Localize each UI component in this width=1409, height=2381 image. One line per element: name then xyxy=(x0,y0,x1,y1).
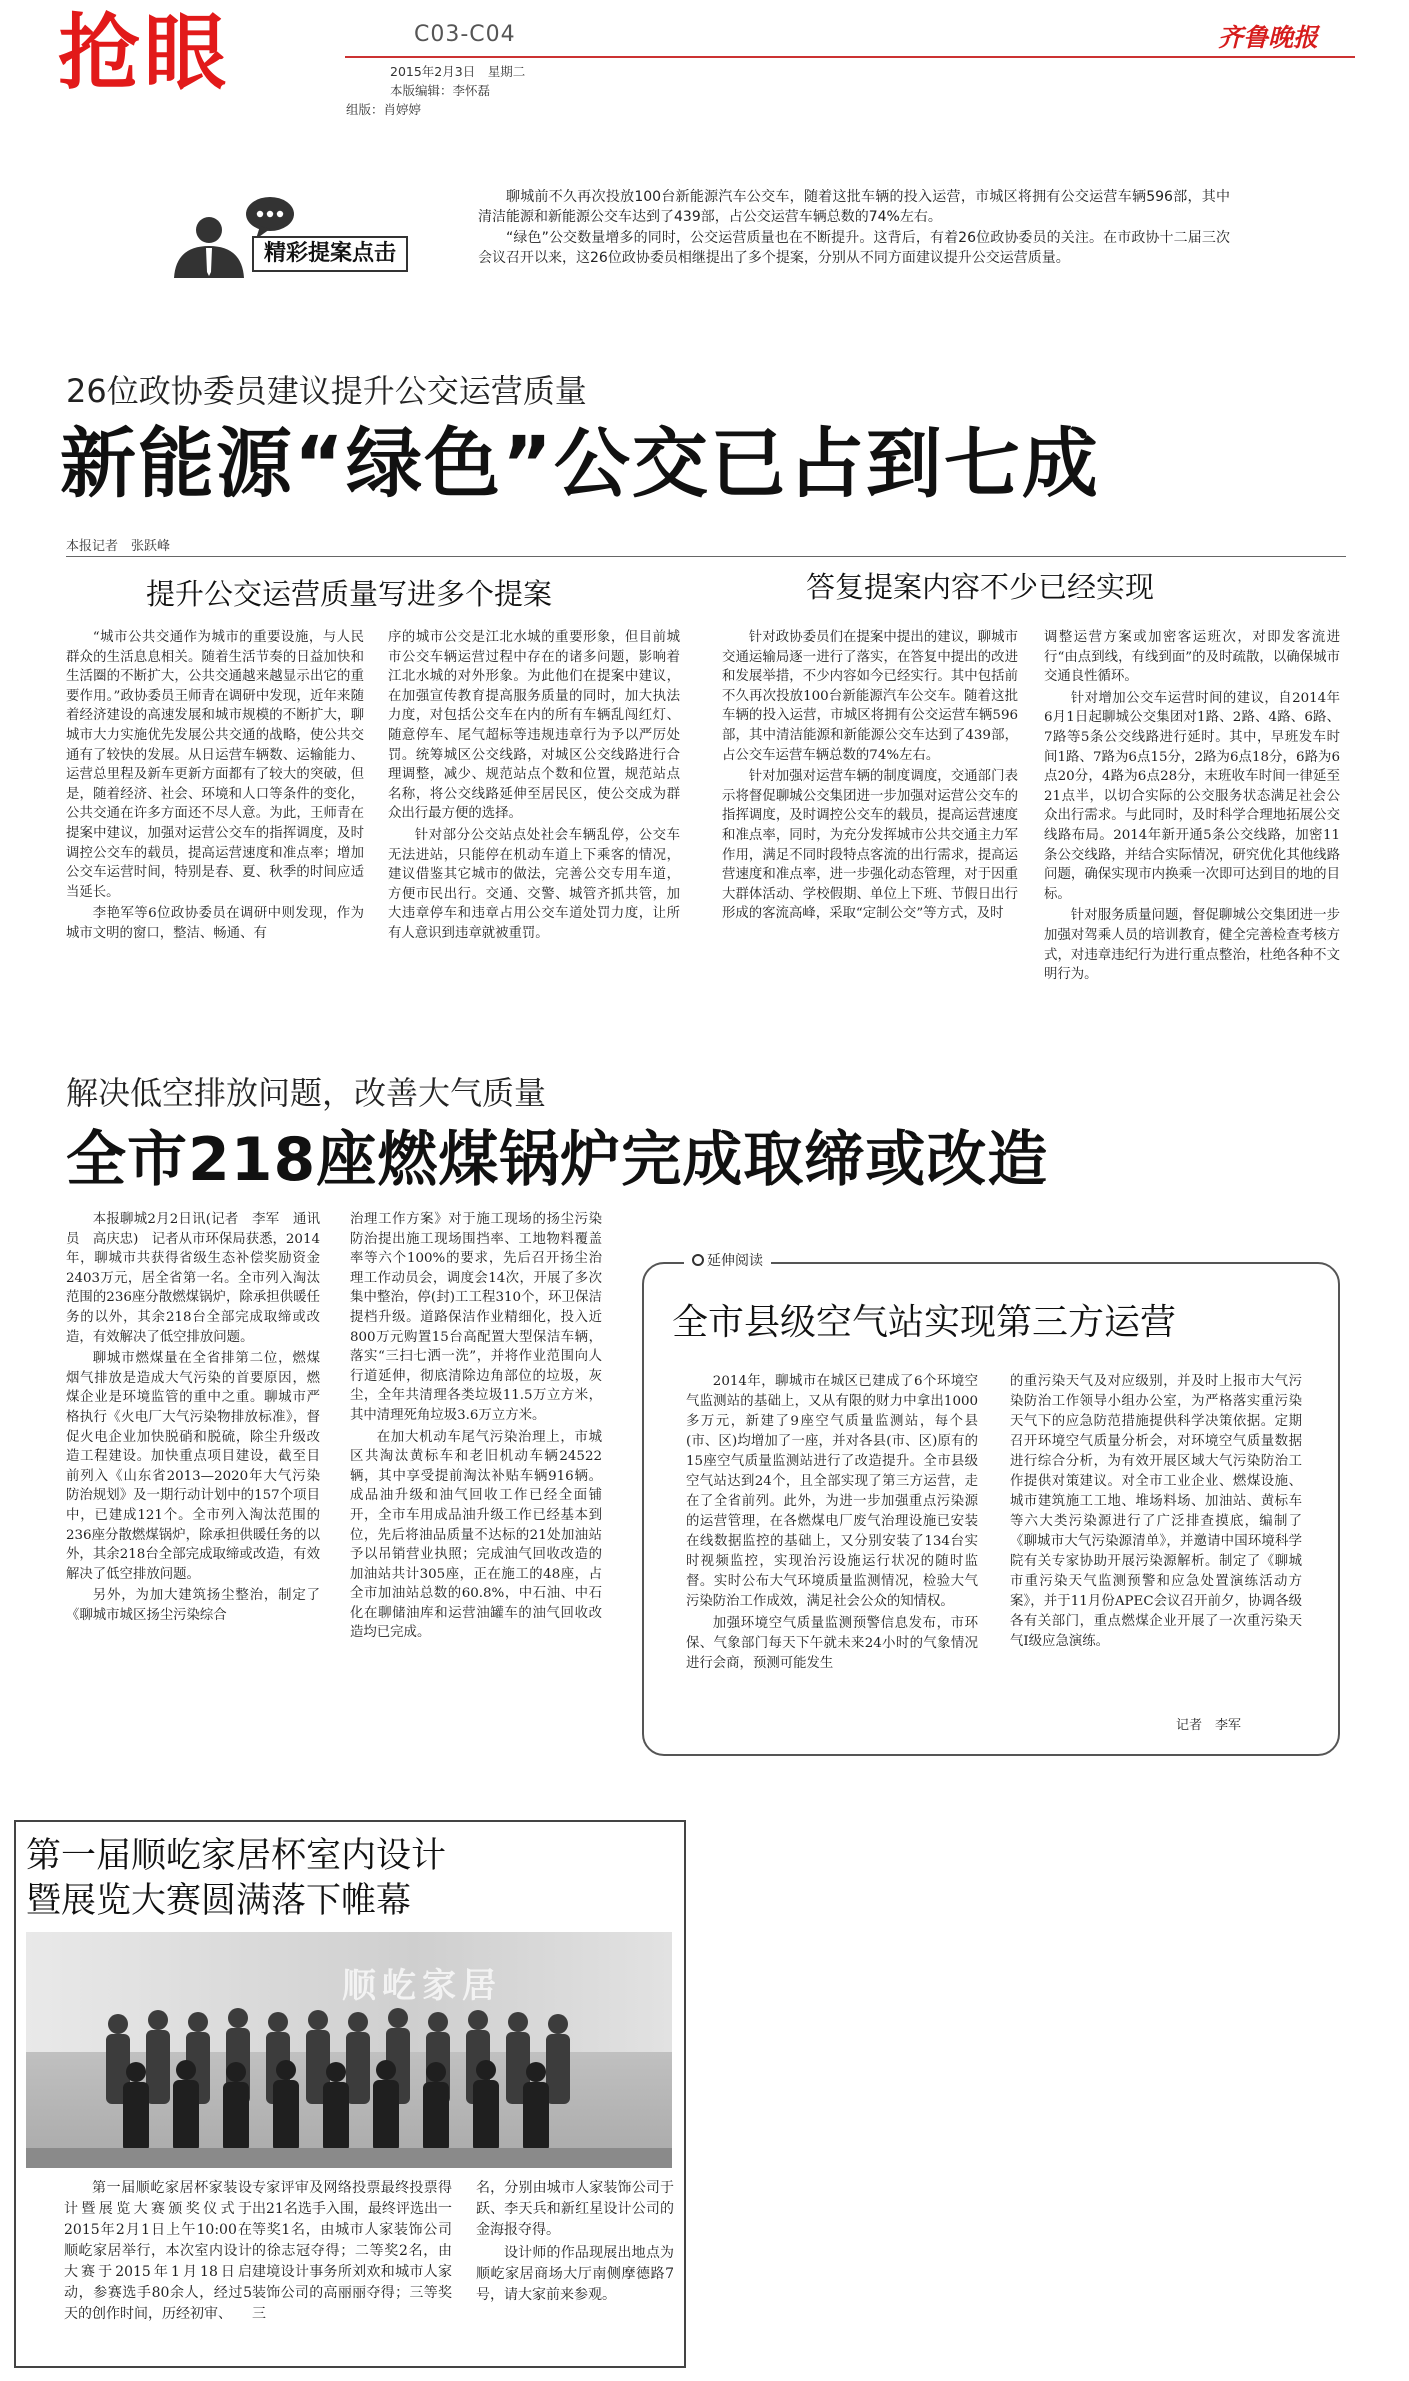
masthead-editor: 本版编辑：李怀磊 xyxy=(390,83,491,98)
paragraph: 在加大机动车尾气污染治理上，市城区共淘汰黄标车和老旧机动车辆24522辆，其中享受提前淘汰补贴车辆916辆。成品油升级和油气回收工作已经全面铺开，全市车用成品油升级工作已经基本到位，先后将油品质量不达标的21处加油站予以吊销营业执照；完成油气回收改造的加油站共计305座，正在施工的48座，占全市加油站总数的60.8%，中石油、中石化在聊储油库和运营油罐车的油气回收改造均已完成。 xyxy=(350,1429,602,1641)
sidebar-column-2 xyxy=(1010,1372,1302,1654)
paragraph: 名，分别由城市人家装饰公司于跃、李天兵和新红星设计公司的金海报夺得。 xyxy=(476,2180,674,2238)
proposal-badge xyxy=(160,196,460,286)
sidebar-tag xyxy=(684,1250,771,1272)
article3-headline-line1: 第一届顺屹家居杯室内设计 xyxy=(26,1836,447,1876)
article1-rule xyxy=(66,556,1346,557)
article3-headline-line2: 暨展览大赛圆满落下帷幕 xyxy=(26,1881,412,1921)
intro-paragraph-2: “绿色”公交数量增多的同时，公交运营质量也在不断提升。这背后，有着26位政协委员的关注。在市政协十二届三次会议召开以来，这26位政协委员相继提出了多个提案，分别从不同方面建议提升公交运营质量。 xyxy=(478,230,1230,266)
paragraph: 针对部分公交站点处社会车辆乱停，公交车无法进站，只能停在机动车道上下乘客的情况，建议借鉴其它城市的做法，完善公交专用车道，方便市民出行。交通、交警、城管齐抓共管，加大违章停车和违章占用公交车道处罚力度，让所有人意识到违章就被重罚。 xyxy=(388,827,680,941)
article3-column-3 xyxy=(476,2178,674,2308)
paragraph: 针对政协委员们在提案中提出的建议，聊城市交通运输局逐一进行了落实，在答复中提出的改进和发展举措，不少内容如今已经实行。其中包括前不久再次投放100台新能源汽车公交车。随着这批车辆的投入运营，市城区将拥有公交运营车辆596部，其中清洁能源和新能源公交车达到了439部，占公交车运营车辆总数的74%左右。 xyxy=(722,630,1018,763)
paragraph: 调整运营方案或加密客运班次，对即发客流进行“由点到线，有线到面”的及时疏散，以确保城市交通良性循环。 xyxy=(1044,630,1340,685)
sidebar-byline: 记者 李军 xyxy=(1176,1718,1242,1733)
article1-byline: 本报记者 张跃峰 xyxy=(66,539,171,554)
badge-label: 精彩提案点击 xyxy=(252,236,408,272)
sidebar-tag-label: 延伸阅读 xyxy=(707,1253,763,1269)
photo-wall-sign: 顺屹家居 xyxy=(342,1966,502,2006)
group-photo xyxy=(26,1932,672,2168)
article1-column-1 xyxy=(66,628,364,946)
paragraph: 本报聊城2月2日讯(记者 李军 通讯员 高庆忠) 记者从市环保局获悉，2014年，聊城市共获得省级生态补偿奖励资金2403万元，居全省第一名。全市列入淘汰范围的236座分散燃煤锅炉，除承担供暖任务的以外，其余218台全部完成取缔或改造，有效解决了低空排放问题。 xyxy=(66,1212,320,1345)
article1-headline: 新能源“绿色”公交已占到七成 xyxy=(60,419,1100,508)
intro-text xyxy=(478,188,1230,270)
masthead-rule xyxy=(345,56,1355,58)
intro-paragraph-1: 聊城前不久再次投放100台新能源汽车公交车，随着这批车辆的投入运营，市城区将拥有公交运营车辆596部，其中清洁能源和新能源公交车达到了439部，占公交运营车辆总数的74%左右。 xyxy=(478,189,1230,225)
paragraph: 设计师的作品现展出地点为顺屹家居商场大厅南侧摩德路7号，请大家前来参观。 xyxy=(476,2245,674,2303)
page-range: C03-C04 xyxy=(414,22,516,47)
article1-subhead-left: 提升公交运营质量写进多个提案 xyxy=(146,577,553,611)
paragraph: 第一届顺屹家居杯家装设计暨展览大赛颁奖仪式于2015年2月1日上午10:00在顺屹家居举行，本次室内设计大赛于2015年1月18日启动，参赛选手80余人，经过5天的创作时间，历经初审、 xyxy=(64,2180,252,2322)
masthead-date: 2015年2月3日 星期二 xyxy=(390,64,526,79)
sidebar-column-1 xyxy=(686,1372,978,1676)
paragraph: 的重污染天气及对应级别，并及时上报市大气污染防治工作领导小组办公室，为严格落实重污染天气下的应急防范措施提供科学决策依据。定期召开环境空气质量分析会，对环境空气质量数据进行综合分析，为有效开展区域大气污染防治工作提供对策建议。对全市工业企业、燃煤设施、城市建筑施工工地、堆场料场、加油站、黄标车等六大类污染源进行了广泛排查摸底，编制了《聊城市大气污染源清单》，并邀请中国环境科学院有关专家协助开展污染源解析。制定了《聊城市重污染天气监测预警和应急处置演练活动方案》，并于11月份APEC会议召开前夕，协调各级各有关部门，重点燃煤企业开展了一次重污染天气I级应急演练。 xyxy=(1010,1374,1302,1649)
paragraph: “城市公共交通作为城市的重要设施，与人民群众的生活息息相关。随着生活节奏的日益加快和生活圈的不断扩大，公共交通越来越显示出它的重要作用。”政协委员王师青在调研中发现，近年来随着经济建设的高速发展和城市规模的不断扩大，聊城市大力实施优先发展公共交通的战略，使公共交通有了较快的发展。从日运营车辆数、运输能力、运营总里程及新车更新方面都有了较大的突破，但是，随着经济、社会、环境和人口等条件的变化，公共交通在许多方面还不尽人意。为此，王师青在提案中建议，加强对运营公交车的指挥调度，及时调控公交车的载员，提高运营速度和准点率；增加公交车运营时间，特别是春、夏、秋季的时间应适当延长。 xyxy=(66,630,364,900)
masthead-layout: 组版：肖婷婷 xyxy=(346,102,422,117)
article1-column-4 xyxy=(1044,628,1340,987)
paragraph: 李艳军等6位政协委员在调研中则发现，作为城市文明的窗口，整洁、畅通、有 xyxy=(66,906,364,941)
paragraph: 2014年，聊城市在城区已建成了6个环境空气监测站的基础上，又从有限的财力中拿出1000多万元，新建了9座空气质量监测站，每个县(市、区)均增加了一座，并对各县(市、区)原有的15座空气质量监测站进行了改造提升。全市县级空气站达到24个，且全部实现了第三方运营，走在了全省前列。此外，为进一步加强重点污染源的运营管理，在各燃煤电厂废气治理设施已安装在线数据监控的基础上，又分别安装了134台实时视频监控，实现治污设施运行状况的随时监督。实时公布大气环境质量监测情况，检验大气污染防治工作成效，满足社会公众的知情权。 xyxy=(686,1374,978,1609)
paragraph: 序的城市公交是江北水城的重要形象，但目前城市公交车辆运营过程中存在的诸多问题，影响着江北水城的对外形象。为此他们在提案中建议，在加强宣传教育提高服务质量的同时，加大执法力度，对包括公交车在内的所有车辆乱闯红灯、随意停车、尾气超标等违规违章行为予以严厉处罚。统筹城区公交线路，对城区公交线路进行合理调整，减少、规范站点个数和位置，规范站点名称，将公交线路延伸至居民区，使公交成为群众出行最方便的选择。 xyxy=(388,630,680,822)
paragraph: 另外，为加大建筑扬尘整治，制定了《聊城市城区扬尘污染综合 xyxy=(66,1588,320,1623)
article1-subhead-right: 答复提案内容不少已经实现 xyxy=(806,570,1155,604)
article1-column-3 xyxy=(722,628,1018,926)
article1-column-2 xyxy=(388,628,680,946)
circle-icon xyxy=(692,1254,704,1266)
sidebar-headline: 全市县级空气站实现第三方运营 xyxy=(672,1302,1177,1343)
person-icon xyxy=(166,214,252,278)
article2-column-2 xyxy=(350,1210,602,1645)
article1-kicker: 26位政协委员建议提升公交运营质量 xyxy=(66,372,587,410)
paragraph: 加强环境空气质量监测预警信息发布，市环保、气象部门每天下午就未来24小时的气象情况进行会商，预测可能发生 xyxy=(686,1616,978,1671)
article3-column-1 xyxy=(64,2178,252,2327)
brand-logo: 齐鲁晚报 xyxy=(1218,23,1319,52)
paragraph: 治理工作方案》对于施工现场的扬尘污染防治提出施工现场围挡率、工地物料覆盖率等六个100%的要求，先后召开扬尘治理工作动员会，调度会14次，开展了多次集中整治，停(封)工工程310个，环卫保洁提档升级。道路保洁作业精细化，投入近800万元购置15台高配置大型保洁车辆，落实“三扫七洒一洗”，并将作业范围向人行道延伸，彻底清除边角部位的垃圾，灰尘，全年共清理各类垃圾11.5万立方米，其中清理死角垃圾3.6万立方米。 xyxy=(350,1212,602,1423)
article2-headline: 全市218座燃煤锅炉完成取缔或改造 xyxy=(66,1125,1049,1195)
paragraph: 针对加强对运营车辆的制度调度，交通部门表示将督促聊城公交集团进一步加强对运营公交车的指挥调度，及时调控公交车的载员，提高运营速度和准点率，同时，为充分发挥城市公共交通主力军作用，满足不同时段特点客流的出行需求，提高运营速度和准点率，进一步强化动态管理，对于因重大群体活动、学校假期、单位上下班、节假日出行形成的客流高峰，采取“定制公交”等方式，及时 xyxy=(722,769,1018,922)
people-silhouettes xyxy=(26,1932,672,2168)
section-title: 抢眼 xyxy=(58,6,231,101)
article2-kicker: 解决低空排放问题，改善大气质量 xyxy=(66,1074,547,1112)
paragraph: 专家评审及网络投票最终投票得出21名选手入围，最终评选出一等奖1名，由城市人家装饰公司的徐志冠夺得；二等奖2名，由建境设计事务所刘欢和城市人家装饰公司的高丽丽夺得；三等奖三 xyxy=(252,2180,452,2322)
paragraph: 针对服务质量问题，督促聊城公交集团进一步加强对驾乘人员的培训教育，健全完善检查考核方式，对违章违纪行为进行重点整治，杜绝各种不文明行为。 xyxy=(1044,908,1340,983)
masthead xyxy=(0,0,1409,120)
article3-column-2 xyxy=(252,2178,452,2327)
paragraph: 针对增加公交车运营时间的建议，自2014年6月1日起聊城公交集团对1路、2路、4路、6路、7路等5条公交线路进行延时。其中，早班发车时间1路、7路为6点15分，2路为6点18分，6路为6点20分，4路为6点28分，末班收车时间一律延至21点半，以切合实际的公交服务状态满足社会公众出行需求。与此同时，及时科学合理地拓展公交线路布局。2014年新开通5条公交线路，加密11条公交线路，并结合实际情况，研究优化其他线路问题，确保实现市内换乘一次即可达到目的地的目标。 xyxy=(1044,690,1340,902)
paragraph: 聊城市燃煤量在全省排第二位，燃煤烟气排放是造成大气污染的首要原因，燃煤企业是环境监管的重中之重。聊城市严格执行《火电厂大气污染物排放标准》，督促火电企业加快脱硝和脱硫，除尘升级改造工程建设。加快重点项目建设，截至目前列入《山东省2013—2020年大气污染防治规划》及一期行动计划中的157个项目中，已建成121个。全市列入淘汰范围的236座分散燃煤锅炉，除承担供暖任务的以外，其余218台全部完成取缔或改造，有效解决了低空排放问题。 xyxy=(66,1351,320,1582)
article2-column-1 xyxy=(66,1210,320,1627)
